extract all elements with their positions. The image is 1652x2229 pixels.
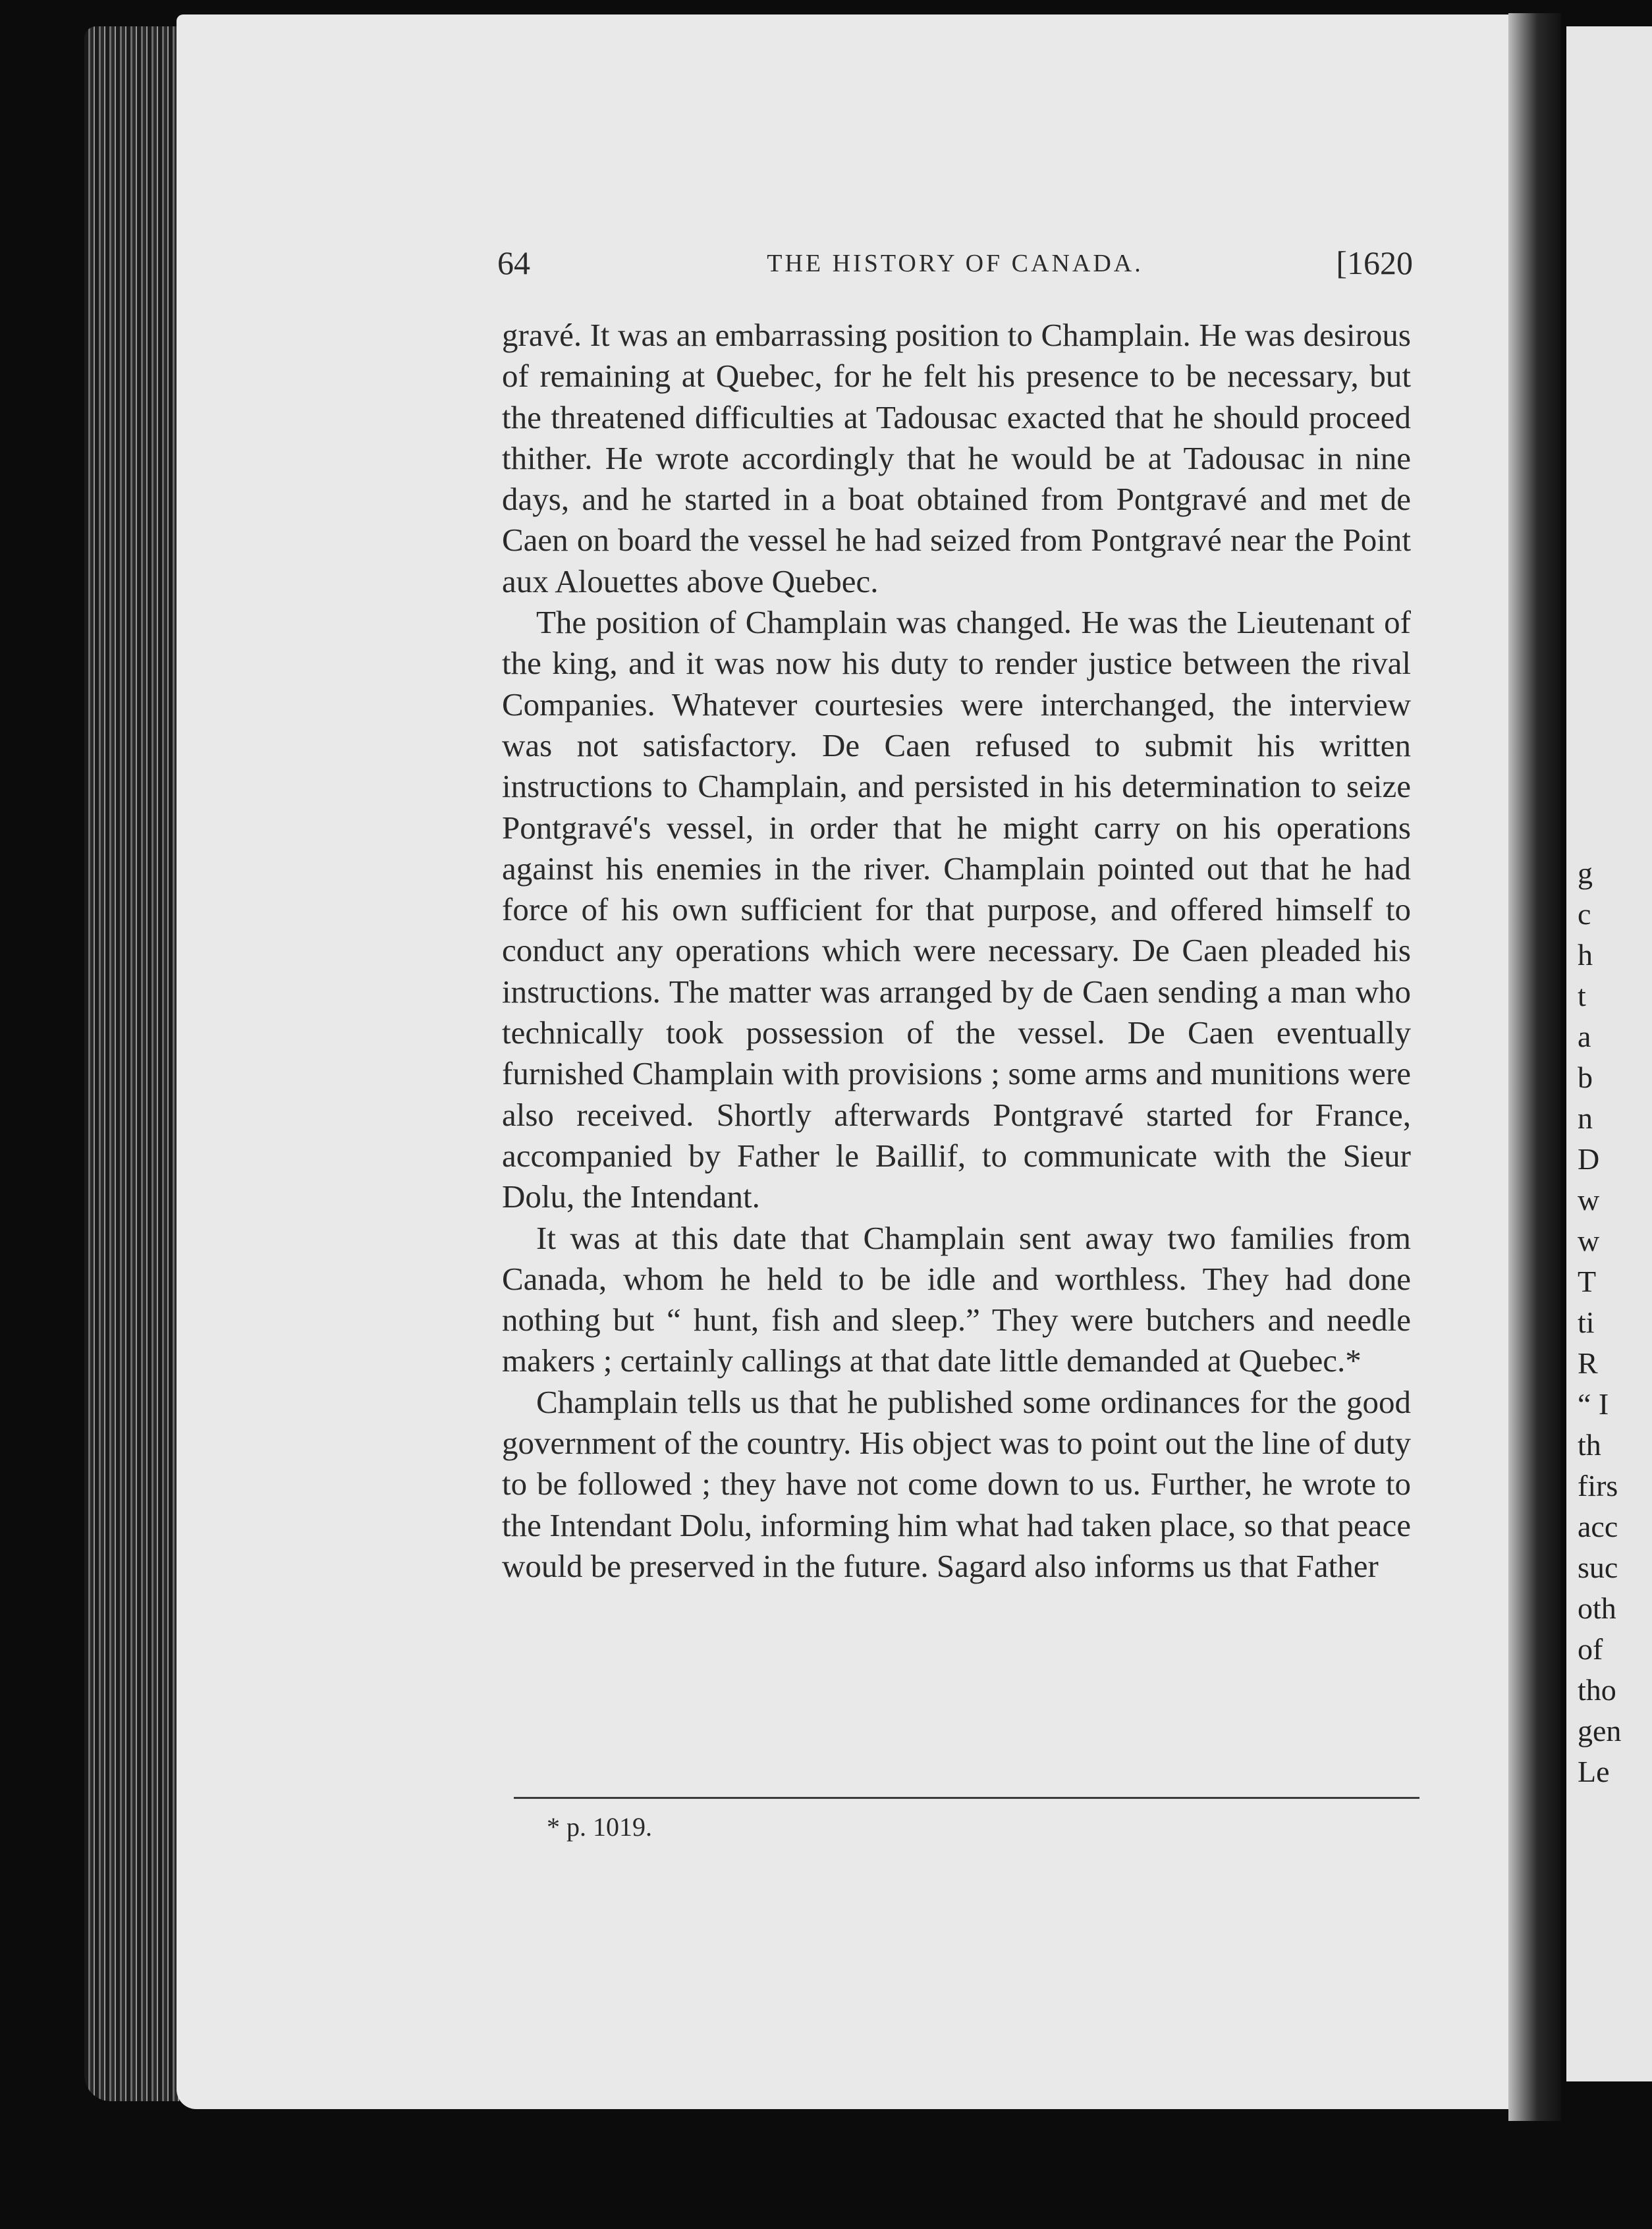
right-page-fragment: g xyxy=(1578,856,1593,890)
running-title: THE HISTORY OF CANADA. xyxy=(767,250,1143,277)
right-page-fragment: suc xyxy=(1578,1551,1618,1584)
right-page-fragment: acc xyxy=(1578,1510,1618,1543)
right-page-fragment: th xyxy=(1578,1428,1601,1462)
right-page-fragment: w xyxy=(1578,1224,1600,1257)
right-page-fragment: tho xyxy=(1578,1673,1616,1707)
footnote: * p. 1019. xyxy=(547,1812,652,1842)
right-page-fragment: gen xyxy=(1578,1714,1622,1747)
right-page-fragment: w xyxy=(1578,1183,1600,1217)
gutter-shadow xyxy=(1508,13,1561,2121)
right-page-fragment: n xyxy=(1578,1101,1593,1135)
paragraph-3: It was at this date that Champlain sent away two families from Canada, whom he held to be idle and worthless. They had done nothing but “ hunt, fish and sleep.” They were butchers and needle makers ; certainly callings at that date little demanded at Quebec.* xyxy=(502,1219,1411,1379)
page-header xyxy=(497,244,1413,290)
body-text xyxy=(502,315,1411,1587)
right-page-fragment: oth xyxy=(1578,1591,1616,1625)
right-page-fragment: R xyxy=(1578,1346,1598,1380)
page-number: 64 xyxy=(497,244,530,281)
right-page-fragment: T xyxy=(1578,1265,1597,1298)
right-page-fragment: of xyxy=(1578,1632,1603,1666)
right-page-fragment: h xyxy=(1578,938,1593,972)
paragraph-2: The position of Champlain was changed. He was the Lieutenant of the king, and it was now his duty to render justice between the rival Companies. Whatever courtesies were interchanged, the interview was not satisfactory. De Caen refused to submit his written instructions to Champlain, and persisted in his determination to seize Pontgravé's vessel, in order that he might carry on his operations against his enemies in the river. Champlain pointed out that he had force of his own sufficient for that purpose, and offered himself to conduct any operations which were necessary. De Caen pleaded his instructions. The matter was arranged by de Caen sending a man who technically took possession of the vessel. De Caen eventually furnished Champlain with provisions ; some arms and munitions were also received. Shortly afterwards Pontgravé started for France, accompanied by Father le Baillif, to communicate with the Sieur Dolu, the Intendant. xyxy=(502,604,1411,1215)
year-marker: [1620 xyxy=(1336,244,1413,281)
paragraph-4: Champlain tells us that he published some ordinances for the good government of the country. His object was to point out the line of duty to be followed ; they have not come down to us. Further, he wrote to the Intendant Dolu, informing him what had taken place, so that peace would be preserved in the future. Sagard also informs us that Father xyxy=(502,1383,1411,1584)
right-page-fragment: Le xyxy=(1578,1755,1610,1788)
right-page-fragment: “ I xyxy=(1578,1387,1609,1421)
right-page-fragment: t xyxy=(1578,979,1586,1012)
right-page-fragment: ti xyxy=(1578,1306,1595,1339)
paragraph-1: gravé. It was an embarrassing position to Champlain. He was desirous of remaining at Quebec, for he felt his presence to be necessary, but the threatened difficulties at Tadousac exacted that he should proceed thither. He wrote accordingly that he would be at Tadousac in nine days, and he started in a boat obtained from Pontgravé and met de Caen on board the vessel he had seized from Pontgravé near the Point aux Alouettes above Quebec. xyxy=(502,317,1411,599)
right-page-fragment: b xyxy=(1578,1060,1593,1094)
right-page-fragment: firs xyxy=(1578,1469,1618,1502)
footnote-rule xyxy=(514,1797,1419,1799)
right-page-fragment: a xyxy=(1578,1020,1591,1053)
right-page-fragment: c xyxy=(1578,897,1591,931)
right-page-fragment: D xyxy=(1578,1142,1600,1176)
right-page-text-fragments xyxy=(1578,853,1652,1792)
